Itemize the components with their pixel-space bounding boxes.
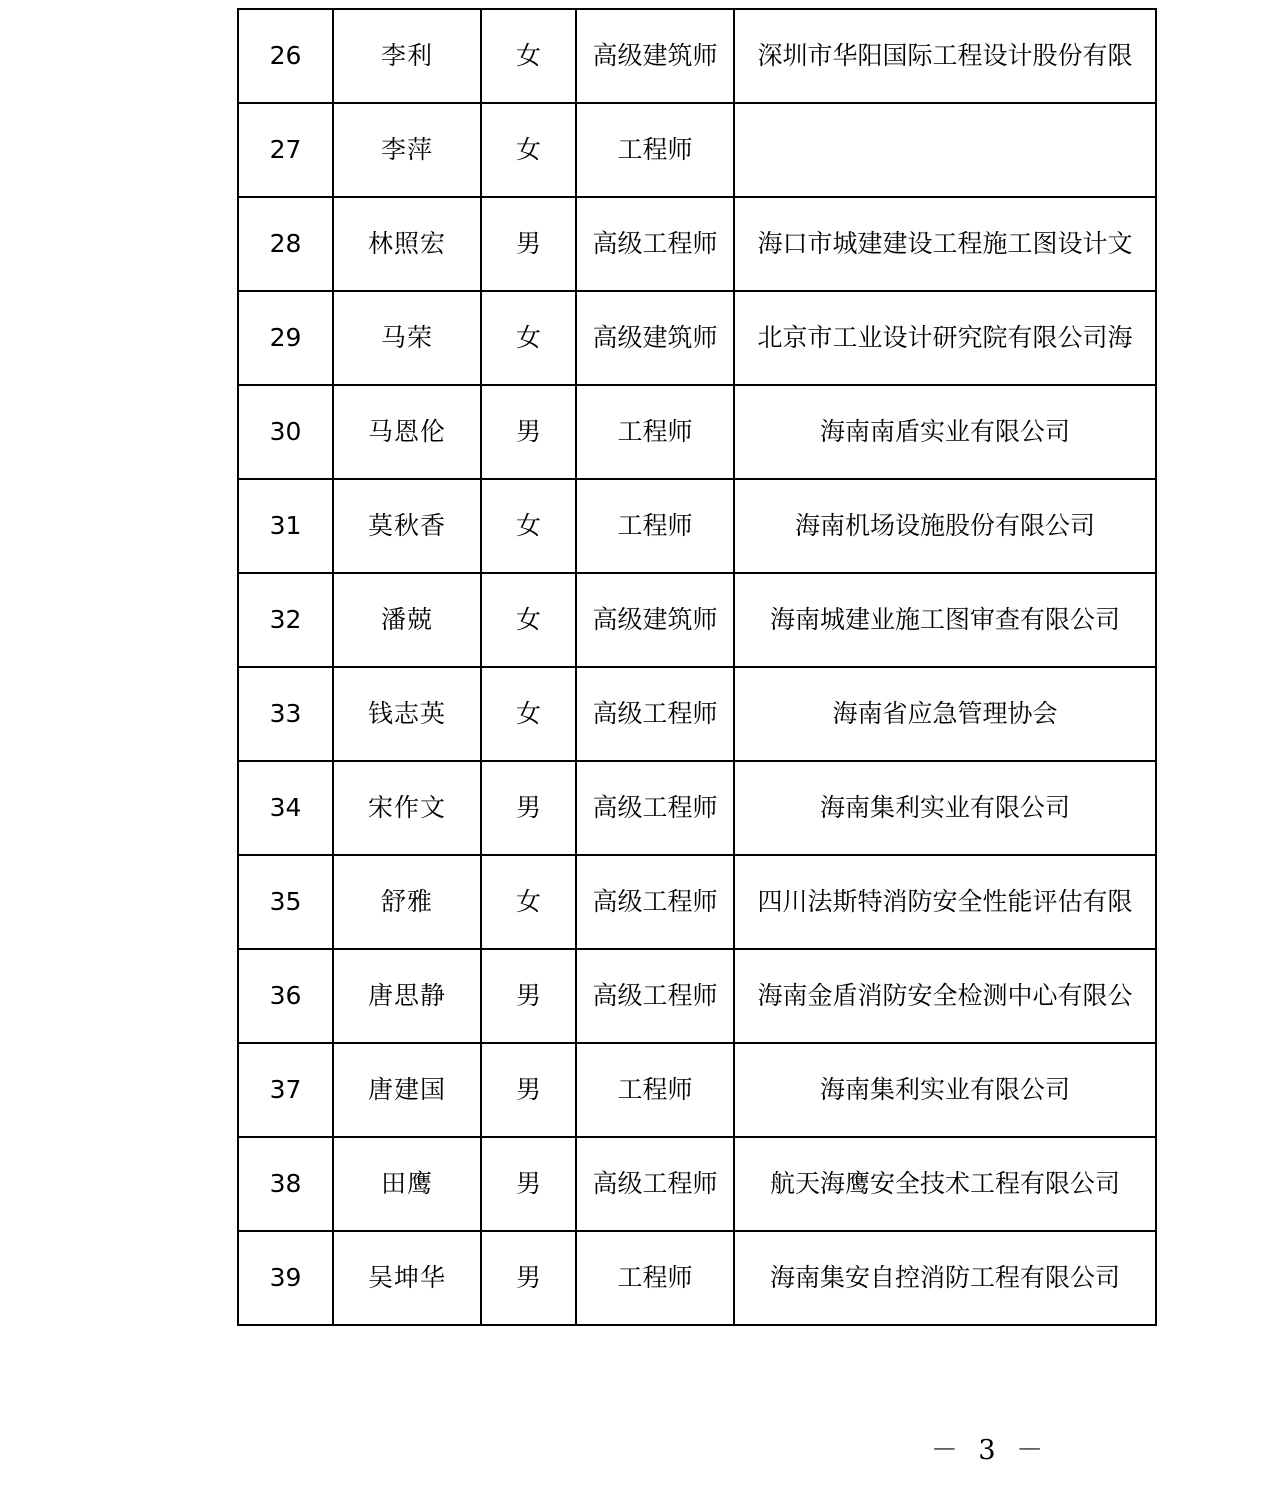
cell-title: 高级工程师 [576, 949, 734, 1043]
cell-index: 26 [238, 9, 333, 103]
cell-title: 高级工程师 [576, 197, 734, 291]
cell-gender: 男 [481, 197, 576, 291]
cell-organization: 海南南盾实业有限公司 [734, 385, 1156, 479]
cell-name: 舒雅 [333, 855, 481, 949]
cell-name: 田鹰 [333, 1137, 481, 1231]
cell-title: 工程师 [576, 1043, 734, 1137]
table-row [238, 9, 1156, 103]
cell-gender: 女 [481, 667, 576, 761]
cell-index: 32 [238, 573, 333, 667]
cell-organization: 海南省应急管理协会 [734, 667, 1156, 761]
cell-name: 马恩伦 [333, 385, 481, 479]
cell-gender: 男 [481, 1231, 576, 1325]
cell-name: 吴坤华 [333, 1231, 481, 1325]
cell-index: 30 [238, 385, 333, 479]
cell-index: 35 [238, 855, 333, 949]
table-row [238, 667, 1156, 761]
cell-organization [734, 103, 1156, 197]
cell-organization: 北京市工业设计研究院有限公司海 [734, 291, 1156, 385]
table-row [238, 1231, 1156, 1325]
cell-gender: 男 [481, 1137, 576, 1231]
cell-index: 37 [238, 1043, 333, 1137]
cell-organization: 海南城建业施工图审查有限公司 [734, 573, 1156, 667]
cell-title: 工程师 [576, 479, 734, 573]
table-row [238, 949, 1156, 1043]
cell-name: 林照宏 [333, 197, 481, 291]
table-row [238, 1043, 1156, 1137]
cell-gender: 女 [481, 479, 576, 573]
cell-organization: 海南金盾消防安全检测中心有限公 [734, 949, 1156, 1043]
cell-gender: 女 [481, 103, 576, 197]
cell-name: 李利 [333, 9, 481, 103]
roster-table-body [238, 9, 1156, 1325]
cell-index: 38 [238, 1137, 333, 1231]
cell-title: 高级工程师 [576, 1137, 734, 1231]
cell-index: 27 [238, 103, 333, 197]
cell-gender: 男 [481, 949, 576, 1043]
cell-organization: 深圳市华阳国际工程设计股份有限 [734, 9, 1156, 103]
cell-name: 潘兢 [333, 573, 481, 667]
table-row [238, 761, 1156, 855]
cell-name: 马荣 [333, 291, 481, 385]
cell-title: 高级工程师 [576, 667, 734, 761]
roster-table [237, 8, 1157, 1326]
cell-title: 高级建筑师 [576, 573, 734, 667]
cell-organization: 四川法斯特消防安全性能评估有限 [734, 855, 1156, 949]
cell-gender: 男 [481, 761, 576, 855]
cell-organization: 海南集利实业有限公司 [734, 1043, 1156, 1137]
roster-table-container [237, 8, 1133, 1326]
cell-index: 31 [238, 479, 333, 573]
cell-organization: 海南集利实业有限公司 [734, 761, 1156, 855]
cell-gender: 女 [481, 9, 576, 103]
cell-name: 莫秋香 [333, 479, 481, 573]
table-row [238, 1137, 1156, 1231]
cell-name: 钱志英 [333, 667, 481, 761]
cell-index: 28 [238, 197, 333, 291]
cell-name: 唐思静 [333, 949, 481, 1043]
cell-name: 李萍 [333, 103, 481, 197]
cell-gender: 男 [481, 1043, 576, 1137]
cell-index: 33 [238, 667, 333, 761]
cell-title: 高级工程师 [576, 761, 734, 855]
cell-title: 工程师 [576, 385, 734, 479]
table-row [238, 385, 1156, 479]
cell-gender: 男 [481, 385, 576, 479]
cell-gender: 女 [481, 573, 576, 667]
cell-title: 工程师 [576, 103, 734, 197]
cell-organization: 海南机场设施股份有限公司 [734, 479, 1156, 573]
table-row [238, 855, 1156, 949]
cell-gender: 女 [481, 291, 576, 385]
cell-index: 36 [238, 949, 333, 1043]
cell-gender: 女 [481, 855, 576, 949]
page-number: － 3 － [930, 1435, 1050, 1466]
table-row [238, 197, 1156, 291]
table-row [238, 103, 1156, 197]
cell-index: 34 [238, 761, 333, 855]
cell-name: 宋作文 [333, 761, 481, 855]
cell-organization: 海南集安自控消防工程有限公司 [734, 1231, 1156, 1325]
table-row [238, 573, 1156, 667]
cell-title: 高级建筑师 [576, 291, 734, 385]
cell-title: 高级建筑师 [576, 9, 734, 103]
cell-index: 29 [238, 291, 333, 385]
cell-organization: 航天海鹰安全技术工程有限公司 [734, 1137, 1156, 1231]
cell-name: 唐建国 [333, 1043, 481, 1137]
table-row [238, 479, 1156, 573]
cell-index: 39 [238, 1231, 333, 1325]
cell-organization: 海口市城建建设工程施工图设计文 [734, 197, 1156, 291]
cell-title: 工程师 [576, 1231, 734, 1325]
cell-title: 高级工程师 [576, 855, 734, 949]
table-row [238, 291, 1156, 385]
